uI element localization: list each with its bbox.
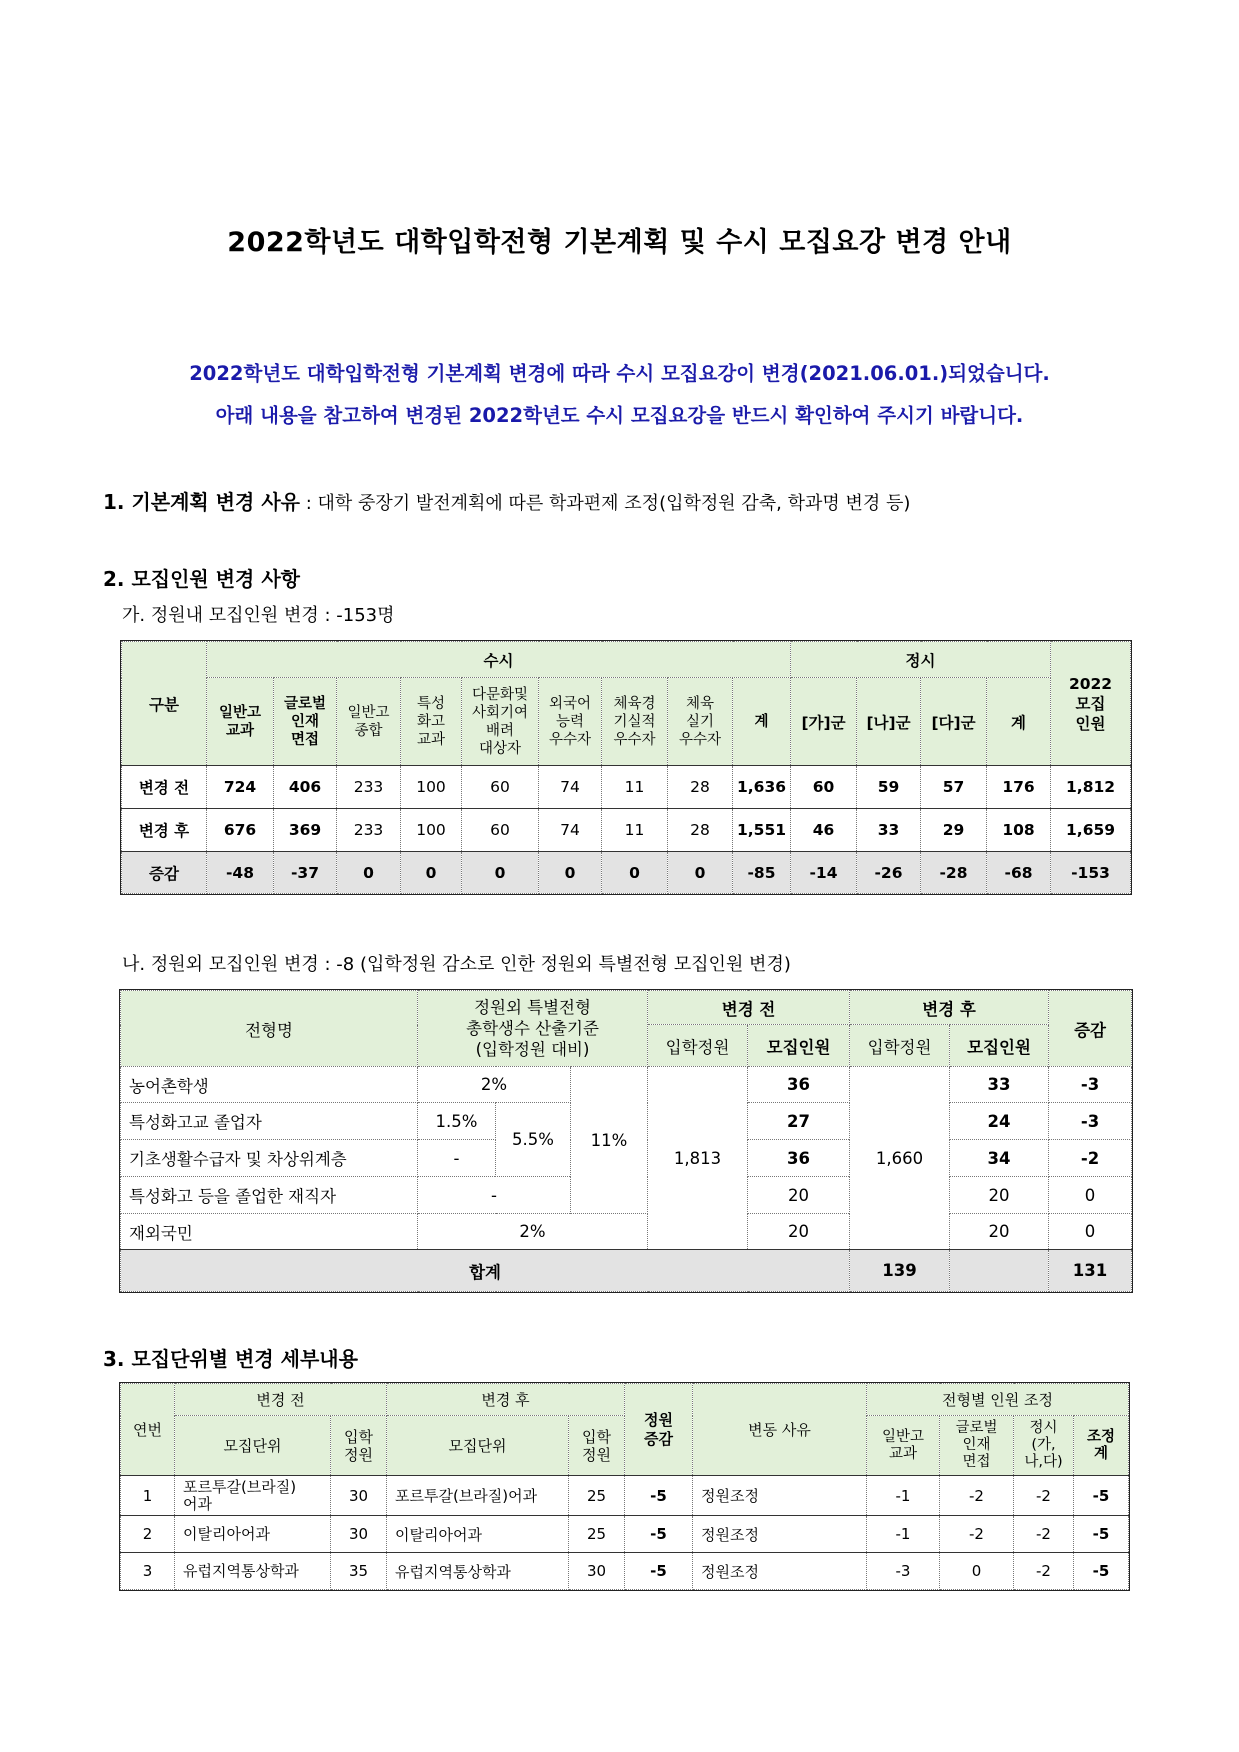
cell: 0	[462, 852, 539, 894]
cell: 233	[337, 809, 401, 852]
tb-total-label: 합계	[121, 1250, 850, 1292]
cell-reason: 정원조정	[693, 1516, 867, 1553]
cell-no: 3	[121, 1553, 175, 1590]
tc-th-adj-1: 일반고 교과	[867, 1416, 940, 1476]
tb-quota-before: 1,813	[648, 1067, 748, 1250]
tc-th-quota-diff: 정원 증감	[625, 1384, 693, 1476]
cell: 11	[602, 766, 668, 809]
tb-th-basis: 정원외 특별전형 총학생수 산출기준 (입학정원 대비)	[418, 991, 648, 1067]
tc-th-no: 연번	[121, 1384, 175, 1476]
cell: -85	[733, 852, 791, 894]
page-title: 2022학년도 대학입학전형 기본계획 및 수시 모집요강 변경 안내	[227, 227, 1012, 258]
tc-th-adjust: 전형별 인원 조정	[867, 1384, 1129, 1416]
tb-row-recruit-after: 33	[950, 1067, 1049, 1103]
cell: 1,659	[1051, 809, 1131, 852]
table-row	[122, 852, 1131, 894]
cell: 233	[337, 766, 401, 809]
tb-th-recruit-after: 모집인원	[950, 1025, 1049, 1067]
tb-row-name: 농어촌학생	[121, 1067, 418, 1103]
tc-th-adj-2: 글로벌 인재 면접	[940, 1416, 1014, 1476]
tb-row-ratio: 2%	[418, 1214, 648, 1250]
th-jeongsi-col: [나]군	[857, 678, 921, 766]
tb-th-quota-before: 입학정원	[648, 1025, 748, 1067]
section-3-heading: 3. 모집단위별 변경 세부내용	[103, 1347, 358, 1371]
cell-quota-before: 35	[331, 1553, 387, 1590]
cell-adj: -5	[1074, 1516, 1129, 1553]
cell-quota-before: 30	[331, 1476, 387, 1516]
tc-th-unit-before: 모집단위	[175, 1416, 331, 1476]
cell: 676	[207, 809, 274, 852]
th-susi-col: 계	[733, 678, 791, 766]
cell: 0	[539, 852, 602, 894]
tb-group-ratio: 5.5%	[496, 1103, 571, 1177]
tb-row-recruit-before: 20	[748, 1177, 850, 1214]
th-susi-col: 일반고 종합	[337, 678, 401, 766]
tb-row-recruit-before: 36	[748, 1067, 850, 1103]
th-jeongsi: 정시	[791, 642, 1051, 678]
notice-line-1: 2022학년도 대학입학전형 기본계획 변경에 따라 수시 모집요강이 변경(2021.06.01.)되었습니다.	[189, 362, 1050, 385]
row-label: 변경 후	[122, 809, 207, 852]
cell: 29	[921, 809, 987, 852]
tb-row-recruit-after: 20	[950, 1214, 1049, 1250]
tb-total-empty	[950, 1250, 1049, 1292]
cell-diff: -5	[625, 1553, 693, 1590]
cell-diff: -5	[625, 1516, 693, 1553]
cell: 57	[921, 766, 987, 809]
cell: 28	[668, 809, 733, 852]
tb-row-ratio: 1.5%	[418, 1103, 496, 1140]
table-row	[121, 1476, 1129, 1516]
tb-quota-after: 1,660	[850, 1067, 950, 1250]
row-label: 변경 전	[122, 766, 207, 809]
cell-quota-before: 30	[331, 1516, 387, 1553]
tc-th-after: 변경 후	[387, 1384, 625, 1416]
cell: 60	[462, 766, 539, 809]
cell-no: 2	[121, 1516, 175, 1553]
section-2-sub-b: 나. 정원외 모집인원 변경 : -8 (입학정원 감소로 인한 정원외 특별전형 모집인원 변경)	[122, 954, 791, 975]
tb-row-diff: -3	[1049, 1067, 1132, 1103]
tb-row-recruit-before: 20	[748, 1214, 850, 1250]
tb-th-diff: 증감	[1049, 991, 1132, 1067]
tb-th-before: 변경 전	[648, 991, 850, 1025]
th-jeongsi-col: [다]군	[921, 678, 987, 766]
cell: 0	[668, 852, 733, 894]
th-gubun: 구분	[122, 642, 207, 766]
cell: 0	[337, 852, 401, 894]
tb-row-name: 특성화고 등을 졸업한 재직자	[121, 1177, 418, 1214]
table-row	[121, 1516, 1129, 1553]
cell-adj: -5	[1074, 1476, 1129, 1516]
cell-quota-after: 25	[569, 1476, 625, 1516]
cell: 60	[462, 809, 539, 852]
tb-row-ratio: -	[418, 1177, 571, 1214]
table-regular-quota	[121, 641, 1131, 894]
tc-th-quota-before: 입학 정원	[331, 1416, 387, 1476]
tc-th-adj-4: 조정 계	[1074, 1416, 1129, 1476]
cell: 1,812	[1051, 766, 1131, 809]
tb-total-ratio: 11%	[571, 1067, 648, 1214]
cell: -68	[987, 852, 1051, 894]
tc-th-before: 변경 전	[175, 1384, 387, 1416]
cell: 74	[539, 809, 602, 852]
th-jeongsi-col: 계	[987, 678, 1051, 766]
table-row	[122, 809, 1131, 852]
tb-row-recruit-before: 27	[748, 1103, 850, 1140]
cell: -28	[921, 852, 987, 894]
tc-th-reason: 변동 사유	[693, 1384, 867, 1476]
cell-adj: -2	[940, 1516, 1014, 1553]
cell-unit-after: 유럽지역통상학과	[387, 1553, 569, 1590]
tc-th-adj-3: 정시 (가, 나,다)	[1014, 1416, 1074, 1476]
th-susi-col: 외국어 능력 우수자	[539, 678, 602, 766]
cell-reason: 정원조정	[693, 1553, 867, 1590]
th-susi-col: 일반고 교과	[207, 678, 274, 766]
cell: 1,551	[733, 809, 791, 852]
tb-row-diff: -3	[1049, 1103, 1132, 1140]
th-susi-col: 체육 실기 우수자	[668, 678, 733, 766]
cell: 100	[401, 766, 462, 809]
cell-quota-after: 25	[569, 1516, 625, 1553]
cell-adj: -1	[867, 1476, 940, 1516]
tb-row-diff: -2	[1049, 1140, 1132, 1177]
th-susi: 수시	[207, 642, 791, 678]
tb-row-recruit-after: 34	[950, 1140, 1049, 1177]
cell-adj: -1	[867, 1516, 940, 1553]
th-susi-col: 특성 화고 교과	[401, 678, 462, 766]
tb-row-name: 기초생활수급자 및 차상위계층	[121, 1140, 418, 1177]
cell-no: 1	[121, 1476, 175, 1516]
cell: 33	[857, 809, 921, 852]
table-row	[121, 1553, 1129, 1590]
cell-adj: -2	[1014, 1553, 1074, 1590]
tb-row-diff: 0	[1049, 1177, 1132, 1214]
th-susi-col: 글로벌 인재 면접	[274, 678, 337, 766]
table-extra-quota	[120, 990, 1132, 1292]
cell-unit-before: 유럽지역통상학과	[175, 1553, 331, 1590]
tb-row-recruit-before: 36	[748, 1140, 850, 1177]
cell: -37	[274, 852, 337, 894]
section-1-desc: : 대학 중장기 발전계획에 따른 학과편제 조정(입학정원 감축, 학과명 변경 등)	[299, 493, 911, 514]
section-1	[103, 486, 910, 515]
cell: 176	[987, 766, 1051, 809]
th-jeongsi-col: [가]군	[791, 678, 857, 766]
cell-unit-after: 이탈리아어과	[387, 1516, 569, 1553]
cell-adj: 0	[940, 1553, 1014, 1590]
tb-total-after: 131	[1049, 1250, 1132, 1292]
cell-adj: -5	[1074, 1553, 1129, 1590]
cell: 369	[274, 809, 337, 852]
tc-th-unit-after: 모집단위	[387, 1416, 569, 1476]
cell: -26	[857, 852, 921, 894]
table-unit-changes	[120, 1383, 1129, 1590]
tb-th-after: 변경 후	[850, 991, 1049, 1025]
cell: 0	[602, 852, 668, 894]
tb-row-diff: 0	[1049, 1214, 1132, 1250]
section-1-heading: 1. 기본계획 변경 사유	[103, 490, 300, 514]
cell-unit-after: 포르투갈(브라질)어과	[387, 1476, 569, 1516]
cell: 406	[274, 766, 337, 809]
cell-quota-after: 30	[569, 1553, 625, 1590]
tb-row-recruit-after: 24	[950, 1103, 1049, 1140]
cell: 28	[668, 766, 733, 809]
cell: 74	[539, 766, 602, 809]
cell-diff: -5	[625, 1476, 693, 1516]
th-susi-col: 다문화및 사회기여 배려 대상자	[462, 678, 539, 766]
cell: -153	[1051, 852, 1131, 894]
cell-unit-before: 포르투갈(브라질) 어과	[175, 1476, 331, 1516]
section-2-heading: 2. 모집인원 변경 사항	[103, 567, 300, 591]
cell-reason: 정원조정	[693, 1476, 867, 1516]
th-susi-col: 체육경 기실적 우수자	[602, 678, 668, 766]
cell: -48	[207, 852, 274, 894]
notice-line-2: 아래 내용을 참고하여 변경된 2022학년도 수시 모집요강을 반드시 확인하여 주시기 바랍니다.	[215, 404, 1024, 427]
cell: 108	[987, 809, 1051, 852]
table-row	[122, 766, 1131, 809]
tb-th-name: 전형명	[121, 991, 418, 1067]
cell-adj: -2	[940, 1476, 1014, 1516]
cell-adj: -3	[867, 1553, 940, 1590]
tb-th-quota-after: 입학정원	[850, 1025, 950, 1067]
tb-row-name: 특성화고교 졸업자	[121, 1103, 418, 1140]
cell: 100	[401, 809, 462, 852]
tb-row-ratio: -	[418, 1140, 496, 1177]
th-total: 2022 모집 인원	[1051, 642, 1131, 766]
tb-th-recruit-before: 모집인원	[748, 1025, 850, 1067]
cell: 46	[791, 809, 857, 852]
tc-th-quota-after: 입학 정원	[569, 1416, 625, 1476]
cell: 0	[401, 852, 462, 894]
cell: 11	[602, 809, 668, 852]
tb-row-recruit-after: 20	[950, 1177, 1049, 1214]
cell: 1,636	[733, 766, 791, 809]
row-label: 증감	[122, 852, 207, 894]
tb-row-name: 재외국민	[121, 1214, 418, 1250]
cell: -14	[791, 852, 857, 894]
cell-adj: -2	[1014, 1516, 1074, 1553]
tb-total-before: 139	[850, 1250, 950, 1292]
section-2-sub-a: 가. 정원내 모집인원 변경 : -153명	[122, 605, 395, 626]
cell: 724	[207, 766, 274, 809]
cell: 60	[791, 766, 857, 809]
cell: 59	[857, 766, 921, 809]
cell-adj: -2	[1014, 1476, 1074, 1516]
tb-row-ratio: 2%	[418, 1067, 571, 1103]
cell-unit-before: 이탈리아어과	[175, 1516, 331, 1553]
